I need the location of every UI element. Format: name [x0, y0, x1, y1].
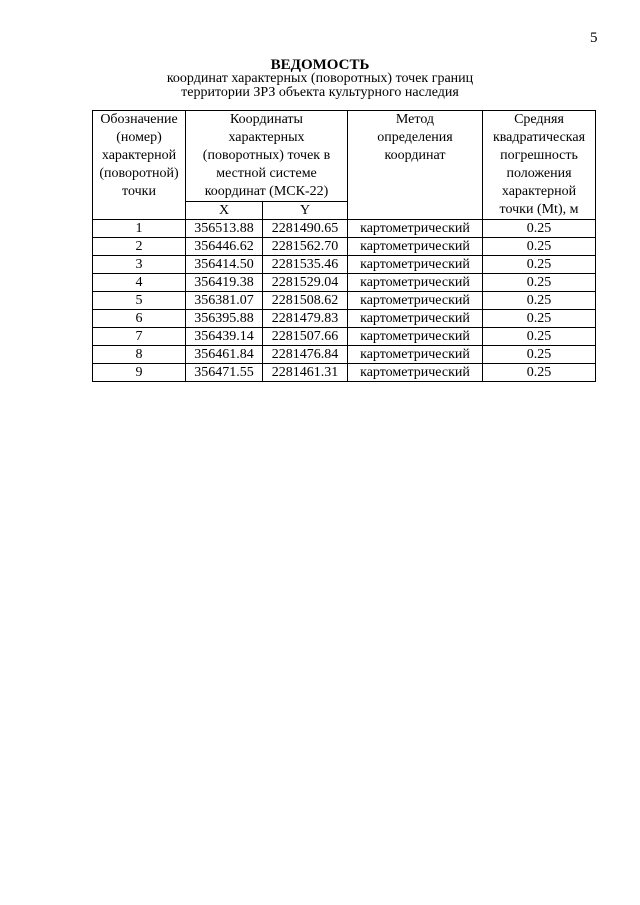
header-mean-error — [483, 111, 596, 220]
header-line: точки — [122, 184, 156, 199]
header-line: характерной — [101, 148, 177, 163]
point-number-cell: 8 — [93, 346, 186, 364]
header-x: X — [186, 202, 263, 220]
mean-error-cell: 0.25 — [483, 256, 596, 274]
header-y: Y — [263, 202, 348, 220]
title-block — [0, 58, 640, 100]
header-line: Метод — [395, 112, 435, 127]
header-line: определения — [377, 130, 453, 145]
mean-error-cell: 0.25 — [483, 310, 596, 328]
y-coordinate-cell: 2281461.31 — [263, 364, 348, 382]
method-cell: картометрический — [348, 364, 483, 382]
method-cell: картометрический — [348, 328, 483, 346]
method-cell: картометрический — [348, 274, 483, 292]
document-title: ВЕДОМОСТЬ — [270, 57, 370, 73]
x-coordinate-cell: 356513.88 — [186, 220, 263, 238]
header-line: точки (Mt), м — [499, 202, 579, 217]
header-line: погрешность — [500, 148, 578, 163]
header-line: характерной — [501, 184, 577, 199]
x-coordinate-cell: 356461.84 — [186, 346, 263, 364]
header-line: (номер) — [116, 130, 162, 145]
header-line: Координаты — [230, 112, 303, 127]
header-line: координат — [384, 148, 446, 163]
document-subtitle-line-2: территории ЗРЗ объекта культурного наследия — [181, 85, 459, 100]
table-row — [93, 328, 596, 346]
header-line: (поворотной) — [99, 166, 179, 181]
header-line: местной системе — [216, 166, 317, 181]
method-cell: картометрический — [348, 220, 483, 238]
y-coordinate-cell: 2281490.65 — [263, 220, 348, 238]
method-cell: картометрический — [348, 292, 483, 310]
method-cell: картометрический — [348, 238, 483, 256]
x-coordinate-cell: 356419.38 — [186, 274, 263, 292]
point-number-cell: 6 — [93, 310, 186, 328]
mean-error-cell: 0.25 — [483, 346, 596, 364]
document-subtitle-line-1: координат характерных (поворотных) точек границ — [166, 71, 474, 86]
x-coordinate-cell: 356471.55 — [186, 364, 263, 382]
point-number-cell: 9 — [93, 364, 186, 382]
table-row — [93, 256, 596, 274]
y-coordinate-cell: 2281529.04 — [263, 274, 348, 292]
point-number-cell: 1 — [93, 220, 186, 238]
x-coordinate-cell: 356381.07 — [186, 292, 263, 310]
mean-error-cell: 0.25 — [483, 292, 596, 310]
y-coordinate-cell: 2281479.83 — [263, 310, 348, 328]
x-coordinate-cell: 356395.88 — [186, 310, 263, 328]
point-number-cell: 2 — [93, 238, 186, 256]
point-number-cell: 3 — [93, 256, 186, 274]
header-line: Средняя — [514, 112, 564, 127]
y-coordinate-cell: 2281562.70 — [263, 238, 348, 256]
header-line: квадратическая — [492, 130, 586, 145]
point-number-cell: 5 — [93, 292, 186, 310]
mean-error-cell: 0.25 — [483, 220, 596, 238]
table-row — [93, 292, 596, 310]
table-row — [93, 310, 596, 328]
coordinates-table — [92, 110, 596, 382]
header-line: характерных — [228, 130, 305, 145]
y-coordinate-cell: 2281535.46 — [263, 256, 348, 274]
mean-error-cell: 0.25 — [483, 328, 596, 346]
point-number-cell: 7 — [93, 328, 186, 346]
header-line: Обозначение — [100, 112, 178, 127]
header-line: (поворотных) точек в — [202, 148, 331, 163]
table-body — [93, 220, 596, 382]
point-number-cell: 4 — [93, 274, 186, 292]
table-row — [93, 220, 596, 238]
method-cell: картометрический — [348, 346, 483, 364]
y-coordinate-cell: 2281508.62 — [263, 292, 348, 310]
table-row — [93, 274, 596, 292]
x-coordinate-cell: 356414.50 — [186, 256, 263, 274]
table-row — [93, 364, 596, 382]
y-coordinate-cell: 2281507.66 — [263, 328, 348, 346]
header-method — [348, 111, 483, 220]
header-line: положения — [506, 166, 572, 181]
mean-error-cell: 0.25 — [483, 274, 596, 292]
header-point-number — [93, 111, 186, 220]
header-coordinates — [186, 111, 348, 202]
mean-error-cell: 0.25 — [483, 364, 596, 382]
method-cell: картометрический — [348, 310, 483, 328]
y-coordinate-cell: 2281476.84 — [263, 346, 348, 364]
method-cell: картометрический — [348, 256, 483, 274]
table-row — [93, 346, 596, 364]
page-number: 5 — [590, 30, 598, 46]
x-coordinate-cell: 356439.14 — [186, 328, 263, 346]
x-coordinate-cell: 356446.62 — [186, 238, 263, 256]
header-line: координат (МСК-22) — [204, 184, 329, 199]
mean-error-cell: 0.25 — [483, 238, 596, 256]
table-row — [93, 238, 596, 256]
